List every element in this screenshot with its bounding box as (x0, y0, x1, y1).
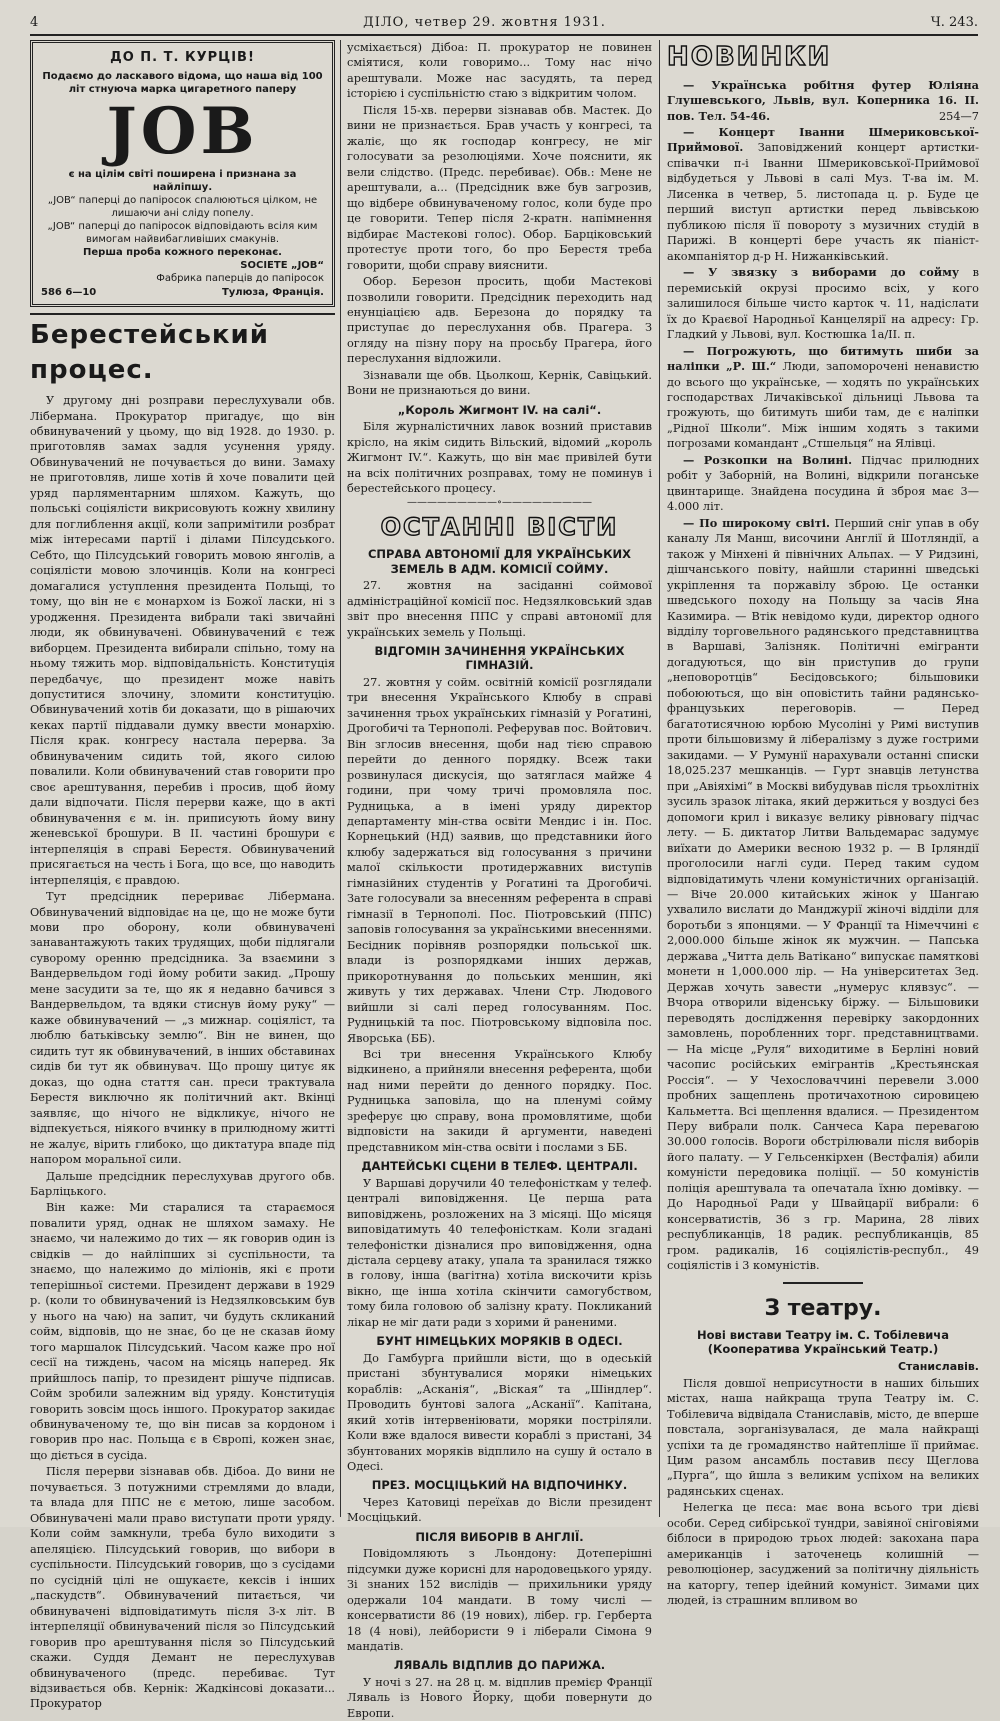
news-paragraph: Через Катовиці переїхав до Вісли президент Мосціцький. (347, 1495, 652, 1525)
ad-footer (41, 286, 324, 300)
section-rule (783, 1282, 863, 1284)
article-paragraph: Нелегка це пєса: має вона всього три дієві особи. Серед сибірської тундри, завіяної сніговіями біблоси в природою трьох людей: закохана пара американців і заточенець колишній — революціонер, засуджений за політичну діяльність на каторгу, тепер ідейний комуніст. Зимами цих людей, із страшним впливом во (667, 1501, 979, 1608)
ad-line: Подаємо до ласкавого відома, що наша від 100 літ стнуюча марка цигаретного паперу (42, 70, 323, 95)
news-item-text: Перший сніг упав в обу каналу Ля Манш, височини Англії й Шотляндії, а також у Мінхені й північних Альпах. — У Ридзині, дішчанського повіту, найшли старинні шведські укріплення та поржавілу зброю. Це останки шведського походу на Польщу за часів Яна Казимира. — Втік невідомо куди, директор одного відділу торговельного радянського представництва в Варшаві, Залізняк. Політичні емігранти догадуються, що він приступив до групи „неповоротців“ Бесідовського; більшовики побоюються, що він оповістить тайни радянсько-французьких переговорів. — Перед багатотисячною юрбою Мусоліні у Римі виступив проти більшовизму й лібералізму з дуже гострими закидами. — У Румунії нарахували останні списки 18,025.237 мешканців. — Гурт знавців летунства при „Авіяхімі“ в Москві вибудував після трьохлітніх зусиль зразок літака, який держиться у воздусі без допомоги крил і виказує велику рівновагу підчас лету. — Б. диктатор Литви Вальдемарас задумує виїхати до Америки весною 1932 р. — В Ірляндії проголосили наглі суди. Перед таким судом відповідатимуть члени комуністичних організацій. — Віче 20.000 китайських жінок у Шангаю ухвалило вислати до Манджурії жіночі відділи для боротьби з японцями. — У Франції та Німеччині є 2,000.000 більше жінок як мужчин. — Папська держава „Читта дель Ватікано“ випускає памяткові монети н 1,000.000 лір. — На університетах Зед. Держав хочуть завести „нумерус клявзус“. — Вчора отворили віденську біржу. — Більшовики переводять дослідження перевірку закордонних замовлень, поробленних торг. представництвами. — На місце „Руля“ виходитиме в Берліні новий часопис російських емігрантів „Крестьянская Россія“. — У Чехословаччині перевели 3.000 пробних защеплень протичахотною сировицею Кальметта. Всі щеплення вдалися. — Президентом Перу вибрали полк. Санчеса Кара перевагою 30.000 голосів. Вороги обстрілювали після виборів його палату. — У Гельсенкірхен (Вестфалія) абили комуністи передовика поліції. — 50 комуністів поліція арештувала та опечатала їхню домівку. — До Народньої Ради у Швайцарії вибрали: 6 консерватистів, 36 з гр. Марина, 28 лівих республиканців, 18 радик. республиканців, 85 гром. радикалів, 16 соціялістів-республ., 49 соціялістів і 3 комуністів. (667, 516, 980, 1273)
ad-line: „JOB“ паперці до папіросок спалюються цілком, не лишаючи ані сліду попелу. (47, 194, 318, 219)
ad-code: 586 6—10 (41, 287, 97, 299)
column-2 (347, 40, 652, 1720)
news-item-heading: — Погрожують, що битимуть шиби за наліпки „Р. Ш.“ (667, 343, 979, 374)
news-paragraph: Повідомляють з Льондону: Дотеперішні підсумки дуже корисні для народовецького уряду. Зі знаних 152 вислідів — прихильники уряду одержали 104 мандати. В тому числі — консерватисти 86 (19 нових), лібер. гр. Герберта 18 (4 нові), лейбористи 9 і ліберали Сімона 9 мандатів. (347, 1547, 652, 1653)
article-paragraph: Біля журналістичних лавок возний приставив крісло, на якім сидить Вільский, відомий „король Жигмонт IV.“. Кажуть, що він має привілей бути на всіх політичних розправах, тому не поминув і берестейського процесу. (347, 420, 652, 496)
ad-line: є на цілім світі поширена і признана за найліпшу. (68, 168, 297, 193)
latest-news-heading: ОСТАННІ ВІСТИ (380, 512, 619, 541)
ad-brand-logo: JOB (106, 93, 259, 169)
news-item-heading: — Розкопки на Волині. (683, 452, 853, 467)
news-paragraph: У ночі з 27. на 28 ц. м. відплив премієр Франції Ляваль із Нового Йорку, щоби повернути до Европи. (347, 1675, 652, 1720)
job-advertisement (30, 40, 335, 307)
issue-number: Ч. 243. (930, 14, 978, 30)
news-paragraph: У Варшаві доручили 40 телефоністкам у телеф. централі виповідження. Це перша рата виповіджень, розложених на 3 місяці. Що місяця виповідатимуть 40 телефоністкам. Коли згадані телефоністки дізналися про виповідження, одна дістала серцеву атаку, упала та зранилася тяжко в голову, інша (вагітна) хотіла вискочити крізь вікно, ще інша хотіла скінчити самогубством, тому била головою об залізну крату. Покликаний лікар не міг дати ради з хорими й раненими. (347, 1176, 652, 1329)
news-paragraph: 27. жовтня на засіданні соймової адміністраційної комісії пос. Недзялковський здав звіт про внесення ППС у справі автономії для українських земель у Польщі. (347, 579, 652, 639)
article-paragraph: Обор. Березон просить, щоби Мастекові позволили говорити. Предсідник переходить над енунціацією адв. Березона до порядку та приступає до переслухання обв. Прагера. З огляду на пізну пору на просьбу Прагера, його переслухання відложили. (347, 275, 652, 366)
section-subheading: „Король Жигмонт IV. на салі“. (397, 402, 602, 417)
masthead-date: ДІЛО, четвер 29. жовтня 1931. (363, 14, 606, 30)
news-item-text: Люди, запоморочені ненавистю до всього що українське, — ходять по українських господарствах Личаківської дільниці Львова та грожують, що битимуть шиби там, де є наліпки „Рідної Школи“. Між іншим ходять з такими погрозами командант „Стшельця“ на Ялівці. (667, 360, 980, 451)
article-paragraph: У другому дні розправи переслухували обв. Лібермана. Прокуратор пригадує, що він обвинувачений у цьому, що від 1928. до 1930. р. приготовляв замах задля усунення уряду. Обвинувачений не почувається до вини. Замаху не приготовляв, лише хотів й хоче повалити цей уряд парляментарним шляхом. Кажуть, що польські соціялісти викрисовують кожну хвилину для поглиблення акції, коли запримітили розбрат між інтересами партії і ділами Пілсудського. Себто, що Пілсудський говорить мовою янголів, а соціялісти мовою злочинців. Коли на конгресі домагалися уступлення президента Польщі, то тому, що він не є монархом із Божої ласки, ні з уродження. Президента вибрали такі звичайні люди, як обвинувачені. Обвинувачений є теж виборцем. Президента вибирали спільно, тому на ньому тяжить мор. відповідальність. Конституція передбачує, що президент може навіть допуститися злочину, зломити конституцію. Обвинувачений хотів би доказати, що в рішаючих кеках партії піддавали думку ввести монархію. Після крак. конгресу настала перерва. За обвинуваченим сидить той, якого силою повалили. Коли обвинувачений став говорити про своє арештування, перебив і просив, щоб йому дали відпочати. Після перерви каже, що в акті обвинувачення є м. ін. приписують йому вину женевської брошури. В ІІ. частині брошури є інтерпеляція в справі Берестя. Обвинувачений присягається на честь і Бога, що все, що наводить інтерпеляція, є правдою. (30, 394, 335, 887)
news-paragraph: До Гамбурга прийшли вісти, що в одеській пристані збунтувалися моряки німецьких кораблів: „Асканія“, „Віская“ та „Шіндлер“. Проводить бунтові залога „Асканії“. Капітана, який хотів інтервеніювати, моряки постріляли. Коли вже вдалося вивести кораблі з пристані, 34 збунтованих моряків відплило на сушу й остало в Одесі. (347, 1351, 652, 1473)
theatre-subheading: Нові вистави Театру ім. С. Тобілевича (Кооператива Український Театр.) (697, 1327, 949, 1357)
news-item-text: Заповіджений концерт артистки-співачки п-і Іванни Шмериковської-Приймової відбудеться у Львові в салі Муз. Т-ва ім. М. Лисенка в четвер, 5. листопада ц. р. Буде це перший виступ артистки перед львівською публикою після її повороту з музичних студій в Парижі. В концерті бере участь як піаніст-акомпаніятор д-р Н. Нижанківський. (667, 141, 979, 263)
column-3 (667, 40, 980, 1608)
page-header (30, 10, 978, 36)
article-paragraph: Тут предсідник перериває Лібермана. Обвинувачений відповідає на це, що не може бути мови про оборону, коли обвинувачені занавантажують таких трудящих, щоби підлягали суворому оренню предсідника. За взаємини з Вандервельдом годі йому робити закид. „Прошу мене засудити за те, що як я недавно бачився з Вандервельдом, та вдяки стиснув йому руку“ — каже обвинувачений — „з мижнар. соціяліст, та люблю батьківську землю“. Він не винен, що сидить тут як обвинувачений, в інших обставинах сидів би тут як обвинувач. Що прошу цитує як доказ, що одна стаття сан. преси трактувала Берестя виключно як політичний акт. Вкінці заявляє, що нічого не відкликує, нічого не відпекується, ніякого вчинку в прилюдному житті не жалує, вірить глибоко, що диктатура впаде під напором моральної сили. (30, 890, 335, 1167)
ad-city: Тулюза, Франція. (221, 287, 324, 299)
theatre-heading: З театру. (764, 1295, 882, 1321)
column-rule (340, 40, 341, 1517)
ad-code: 254—7 (938, 109, 979, 123)
news-item (667, 344, 979, 452)
news-item (667, 453, 979, 515)
news-item (667, 125, 979, 264)
article-paragraph: Дальше предсідник переслухував другого обв. Барліцького. (30, 1169, 335, 1198)
ornament-divider: —————————∘————————— (407, 496, 592, 508)
column-rule (659, 40, 660, 1517)
article-paragraph: Після 15-хв. перерви зізнавав обв. Мастек. До вини не признається. Брав участь у конгресі, та жаліє, що як господар конгресу, не міг голосувати за резолюціями. Хоче пояснити, як вели слідство. (Предс. перебиває). Обв.: Мене не арештували, а... (Предсідник вже був загрозив, що відбере обвинуваченому голос, коли буде про це говорити. Тепер після 2-кратн. напімнення відбирає Мастекові голос). Обор. Барціковський протестує проти того, бо про Берестя треба говорити, щоби справу вияснити. (347, 103, 652, 272)
news-item (667, 78, 979, 124)
news-item-heading: — По широкому світі. (683, 515, 830, 530)
news-item-text: — Українська робітня футер Юліяна Глушевського, Львів, вул. Коперника 16. ІІ. пов. Тел. 54-46. (667, 77, 979, 123)
article-paragraph: Зізнавали ще обв. Цьолкош, Кернік, Савіцький. Вони не признаються до вини. (347, 368, 652, 398)
news-heading: СПРАВА АВТОНОМІЇ ДЛЯ УКРАЇНСЬКИХ ЗЕМЕЛЬ В АДМ. КОМІСІЇ СОЙМУ. (367, 547, 631, 576)
news-heading: ВІДГОМІН ЗАЧИНЕННЯ УКРАЇНСЬКИХ ГІМНАЗІЙ. (374, 644, 625, 673)
news-section-heading: НОВИНКИ (667, 42, 832, 72)
news-paragraph: Всі три внесення Українського Клюбу відкинено, а прийняли внесення референта, щоби над ними перейти до денного порядку. Пос. Рудницька заповіла, що на пленумі сойму зреферує цю справу, вона промовлятиме, щоби відповісти на закиди й аргументи, наведені представником мін-ства освіти і послами з ББ. (347, 1048, 652, 1154)
news-item (667, 516, 979, 1274)
ad-line: „JOB“ паперці до папіросок відповідають всіля ким вимогам найвибагливіших смакунів. (47, 220, 318, 245)
news-item-heading: — Концерт Іванни Шмериковської-Приймової. (667, 125, 979, 155)
article-paragraph: Після перерви зізнавав обв. Дібоа. До вини не почувається. З потужними стремлями до влади, та влада для ППС не є метою, лише засобом. Обвинувачені мали право виступати проти уряду. Коли сойм замкнули, треба було виходити з апеляцією. Пілсудський говорив, що вибори в суспільности. Пілсудський говорив, що з сусідами по сусідній цілі не ошукаєте, кексів і інших „паскудств“. Обвинувачений питається, чи обвинувачені відповідатимуть після 3-х літ. В інтерпеляції обвинувачений після зо Пілсудський говорив про арештування після зо Пілсудський скажи. Суддя Демант не переслухував обвинуваченого (предс. перебиває. Тут відзивається обв. Кернік: Жадкінсові доказати... Прокуратор (30, 1465, 335, 1711)
page-number: 4 (30, 14, 39, 30)
article-paragraph: Він каже: Ми старалися та стараємося повалити уряд, однак не шляхом замаху. Не знаємо, чи належимо до тих — як говорив один із свідків — до найліпших зі суспільности, та знаємо, що належимо до міліонів, які є проти теперішньої системи. Президент держави в 1929 р. (коли то обвинувачений із Недзялковським був у нього на чаю) на запит, чи будуть скликаний сойм, відповів, що не знає, бо це не сказав йому того маршалок Пілсудський. Часом каже про ної сесії на тиждень, часом на місяць наперед. Як прийшлось папір, то президент рішуче підписав. Сойм зробили залежним від уряду. Конституція говорить зовсім щось іншого. Прокуратор закидає обвинуваченому те, що він писав за кордоном і говорив про нас. Польща є в Європі, кожен знає, що діється в сусіда. (30, 1201, 335, 1462)
ad-company: SOCIETE „JOB“ (240, 259, 324, 271)
news-heading: ПРЕЗ. МОСЦІЦЬКИЙ НА ВІДПОЧИНКУ. (371, 1478, 628, 1493)
news-heading: ПІСЛЯ ВИБОРІВ В АНГЛІЇ. (415, 1529, 584, 1544)
news-paragraph: 27. жовтня у сойм. освітній комісії розглядали три внесення Українського Клюбу в справі зачинення трьох українських гімназій у Рогатині, Дрогобичі та Тернополі. Реферував пос. Войтович. Він зглосив внесення, щоби над тією справою перейти до денного порядку. Всеж таки розвинулася дискусія, що затяглася майже 4 години, при чому тричі промовляла пос. Рудницька, а в імені уряду директор департаменту мін-ства освіти Мендис і ін. Пос. Корнецький (НД) заявив, що представники його клюбу задержаться від голосування з причини малої скількости протидержавних виступів гімназійних студентів у Рогатині та Дрогобичі. Зате голосували за внесенням референта в справі гімназії в Тернополі. Пос. Піотровський (ППС) заповів голосування за українськими внесеннями. Бесідник порівняв розпорядки польської шк. влади із розпорядками інших держав, прикоротнування до польських меншин, які живуть у тих державах. Члени Стр. Людового вийшли зі салі перед голосуванням. Пос. Рудницькій та пос. Піотровському відповіла пос. Яворська (ББ). (347, 675, 652, 1045)
news-heading: БУНТ НІМЕЦЬКИХ МОРЯКІВ В ОДЕСІ. (376, 1334, 623, 1349)
ad-line: Фабрика паперців до папіросок (156, 273, 324, 285)
article-title: Берестейський процес. (30, 313, 335, 389)
news-item-text: Підчас прилюдних робіт у Заборній, на Волині, відкрили поганське цвинтарище. Знайдена посудина й зброя має 3—4.000 літ. (667, 453, 980, 514)
ad-line: Перша проба кожного переконає. (83, 246, 282, 258)
article-paragraph: Після довшої неприсутности в наших більших містах, наша найкраща трупа Театру ім. С. Тобілевича відвідала Станиславів, місто, де вперше повстала, зорганізувалася, де мала найкращі успіхи та де громадянство найтепліше її приймає. Цим разом ансамбль поставив пєсу Щеглова „Пурга“, що йшла з великим успіхом на великих радянських сценах. (667, 1376, 979, 1498)
ad-title: ДО П. Т. КУРЦІВ! (110, 50, 255, 65)
column-1 (30, 40, 335, 1711)
news-item-heading: — У звязку з виборами до сойму (683, 265, 960, 280)
dateline: Станиславів. (897, 1359, 979, 1373)
news-heading: ДАНТЕЙСЬКІ СЦЕНИ В ТЕЛЕФ. ЦЕНТРАЛІ. (361, 1159, 638, 1174)
news-item-text: в перемиській окрузі просимо всіх, у кого залишилося більше чисто карток ч. 11, надіслати їх до Краєвої Народньої Канцелярії на адресу: Гр. Гладкий у Львові, вул. Костюшка 1а/ІІ. п. (667, 266, 979, 342)
news-heading: ЛЯВАЛЬ ВІДПЛИВ ДО ПАРИЖА. (393, 1658, 606, 1673)
news-item (667, 265, 979, 342)
article-paragraph: усміхається) Дібоа: П. прокуратор не повинен сміятися, коли говоримо... Тому нас нічо арештували. Може нас засудять, та перед історією і суспільністю стаю з відкритим чолом. (347, 41, 652, 101)
